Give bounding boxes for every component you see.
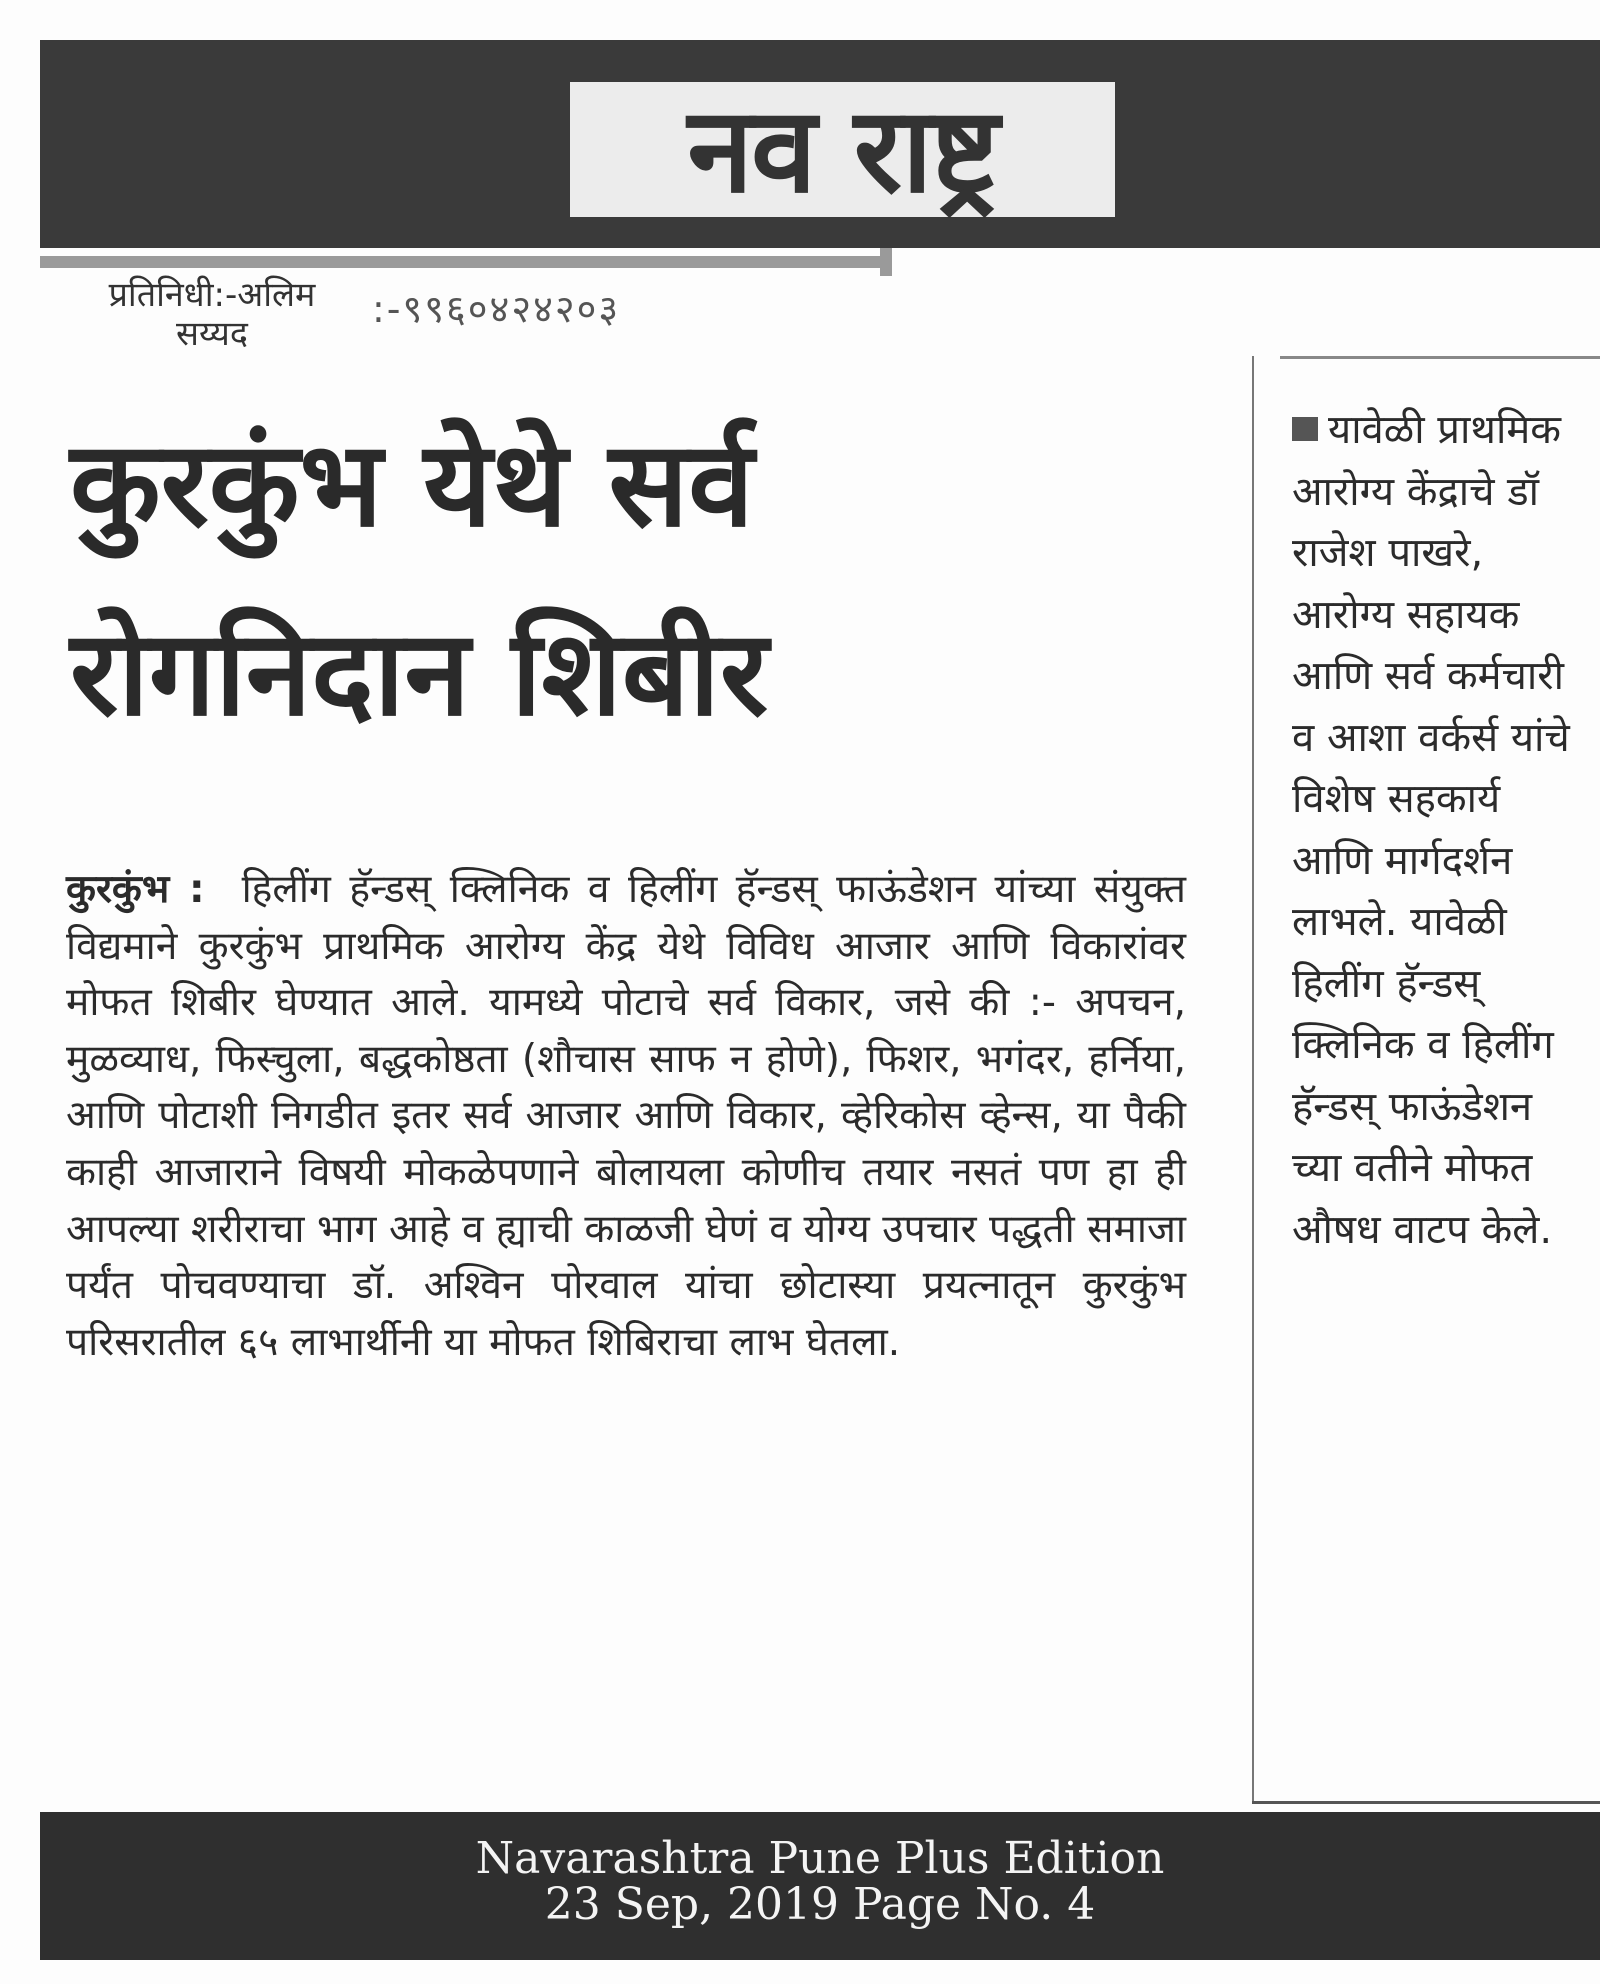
reporter-name: सय्यद [176,314,248,355]
edition-footer [40,1833,1600,1930]
article-body [66,862,1186,1371]
byline-rule-cap [880,248,892,276]
newspaper-masthead: नव राष्ट्र [570,82,1115,217]
edition-name: Navarashtra Pune Plus Edition [475,1833,1165,1884]
article-headline [70,390,1190,768]
sidebar-column [1292,400,1592,1261]
sidebar-text: यावेळी प्राथमिक आरोग्य केंद्राचे डॉ राजेश पाखरे, आरोग्य सहायक आणि सर्व कर्मचारी व आशा वर्कर्स यांचे विशेष सहकार्य आणि मार्गदर्शन लाभले. यावेळी हिलींग हॅन्डस् क्लिनिक व हिलींग हॅन्डस् फाऊंडेशन च्या वतीने मोफत औषध वाटप केले. [1292,407,1570,1253]
headline-line-1: कुरकुंभ येथे सर्व [70,415,754,553]
sidebar-frame [1252,356,1272,1804]
byline-rule [40,256,890,268]
reporter-byline [66,276,358,354]
square-bullet-icon [1292,417,1318,441]
sidebar-frame-top [1280,356,1600,359]
article-text: हिलींग हॅन्डस् क्लिनिक व हिलींग हॅन्डस् फाऊंडेशन यांच्या संयुक्त विद्यमाने कुरकुंभ प्राथमिक आरोग्य केंद्र येथे विविध आजार आणि विकारांवर मोफत शिबीर घेण्यात आले. यामध्ये पोटाचे सर्व विकार, जसे की :- अपचन, मुळव्याध, फिस्चुला, बद्धकोष्ठता (शौचास साफ न होणे), फिशर, भगंदर, हर्निया, आणि पोटाशी निगडीत इतर सर्व आजार आणि विकार, व्हेरिकोस व्हेन्स, या पैकी काही आजाराने विषयी मोकळेपणाने बोलायला कोणीच तयार नसतं पण हा ही आपल्या शरीराचा भाग आहे व ह्याची काळजी घेणं व योग्य उपचार पद्धती समाजा पर्यंत पोचवण्याचा डॉ. अश्विन पोरवाल यांचा छोटास्या प्रयत्नातून कुरकुंभ परिसरातील ६५ लाभार्थीनी या मोफत शिबिराचा लाभ घेतला. [66,867,1187,1365]
headline-line-2: रोगनिदान शिबीर [70,603,769,742]
reporter-phone: :-९९६०४२४२०३ [372,287,621,331]
article-dateline: कुरकुंभ : [66,867,205,912]
edition-date-page: 23 Sep, 2019 Page No. 4 [544,1879,1096,1930]
reporter-label: प्रतिनिधी:-अलिम [108,275,316,315]
sidebar-frame-bottom [1252,1801,1600,1804]
